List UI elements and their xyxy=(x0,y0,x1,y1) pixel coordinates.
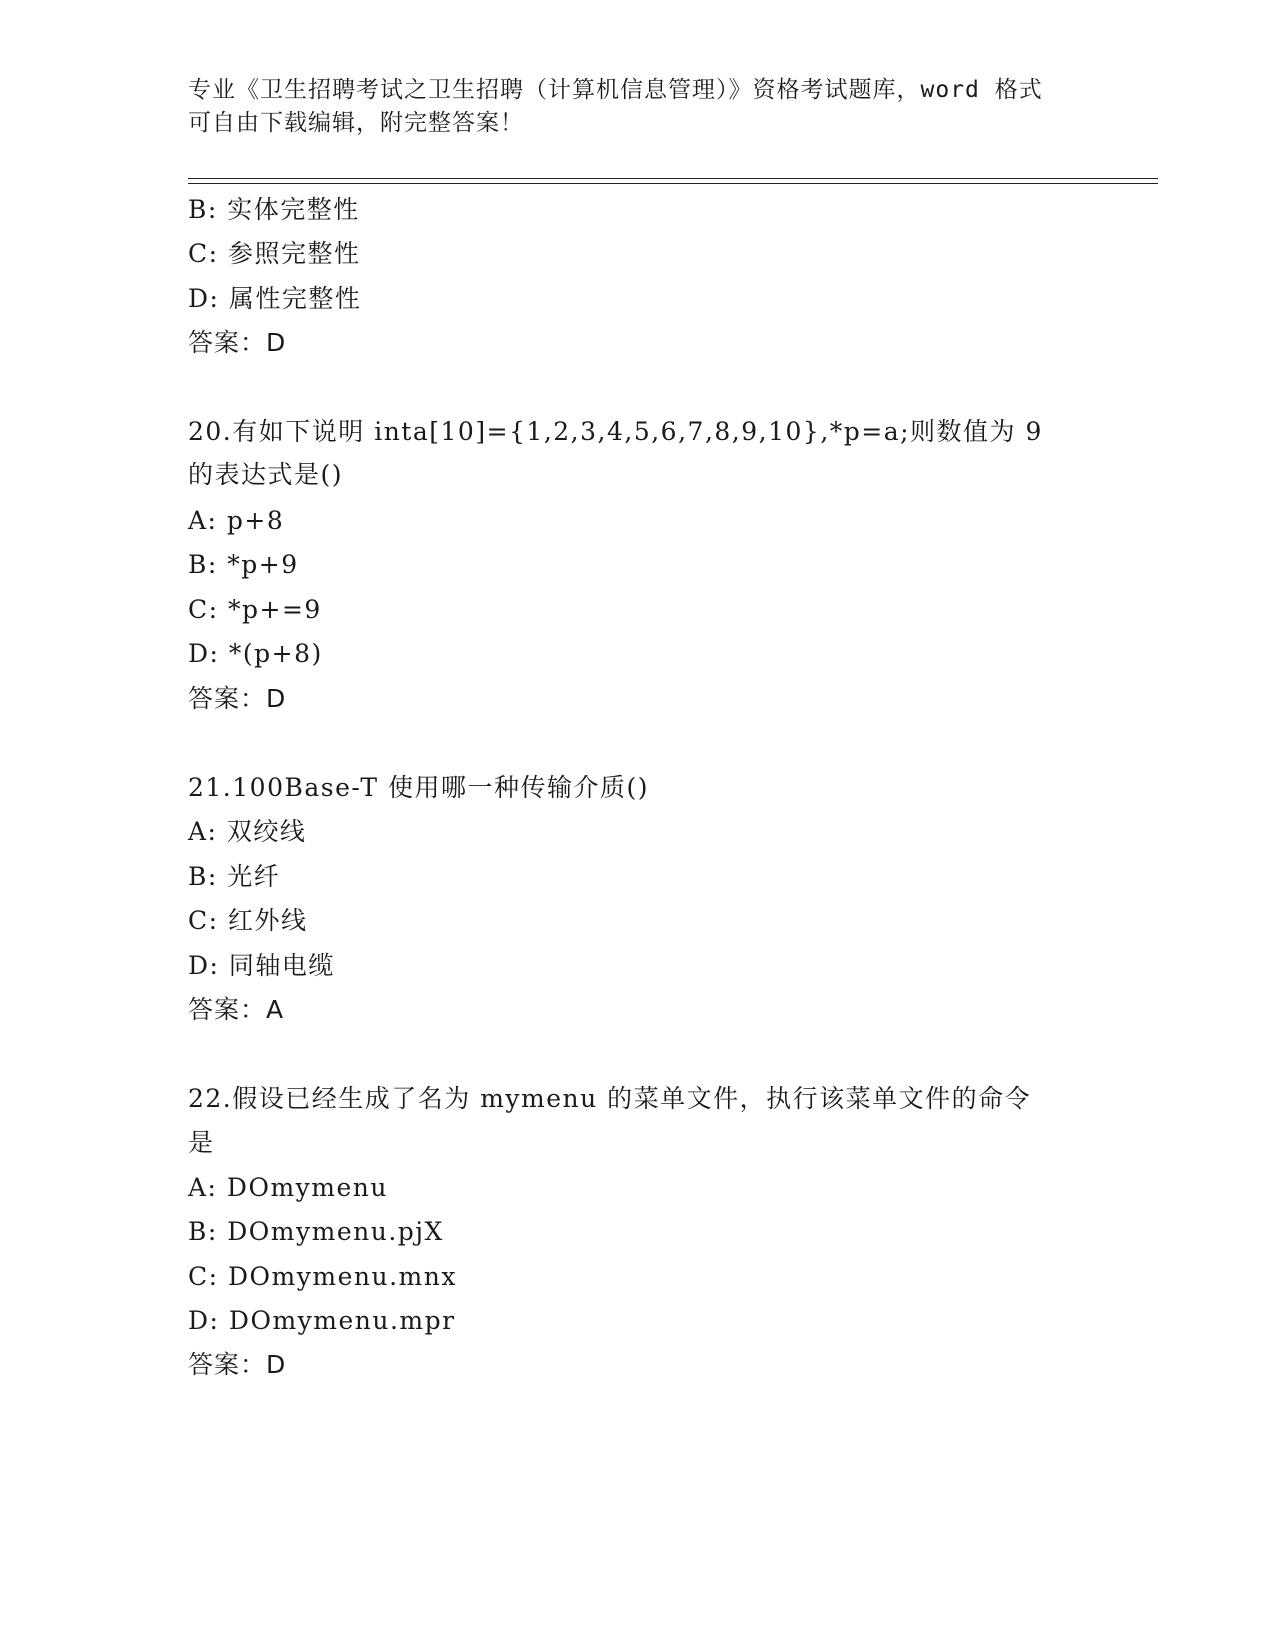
q22-stem-line-2: 是 xyxy=(188,1128,215,1157)
q20-stem-line-2: 的表达式是() xyxy=(188,460,344,489)
header-line-1: 专业《卫生招聘考试之卫生招聘（计算机信息管理）》资格考试题库，word 格式 xyxy=(188,77,1043,103)
q22-option-a: A: DOmymenu xyxy=(188,1173,388,1202)
q22-option-b: B: DOmymenu.pjX xyxy=(188,1217,444,1246)
q21-option-d: D: 同轴电缆 xyxy=(188,951,335,980)
q22-option-d: D: DOmymenu.mpr xyxy=(188,1306,456,1335)
document-header xyxy=(188,74,1068,140)
q20-answer: 答案：D xyxy=(188,684,287,713)
header-divider-bottom xyxy=(188,183,1158,184)
q21-answer: 答案：A xyxy=(188,995,285,1024)
q20-option-b: B: *p+9 xyxy=(188,550,299,579)
q21-option-c: C: 红外线 xyxy=(188,906,308,935)
q21-option-a: A: 双绞线 xyxy=(188,817,307,846)
q19-option-c: C: 参照完整性 xyxy=(188,239,361,268)
header-line-2: 可自由下载编辑，附完整答案！ xyxy=(188,110,524,136)
q19-option-b: B: 实体完整性 xyxy=(188,195,360,224)
q21-stem: 21.100Base-T 使用哪一种传输介质() xyxy=(188,773,650,802)
q19-option-d: D: 属性完整性 xyxy=(188,284,362,313)
q19-answer: 答案：D xyxy=(188,328,287,357)
header-divider-top xyxy=(188,178,1158,179)
q22-answer: 答案：D xyxy=(188,1350,287,1379)
q20-option-a: A: p+8 xyxy=(188,506,285,535)
q20-stem-line-1: 20.有如下说明 inta[10]={1,2,3,4,5,6,7,8,9,10},*p=a;则数值为 9 xyxy=(188,417,1043,446)
q22-stem-line-1: 22.假设已经生成了名为 mymenu 的菜单文件，执行该菜单文件的命令 xyxy=(188,1084,1032,1113)
q20-option-d: D: *(p+8) xyxy=(188,639,323,668)
q22-option-c: C: DOmymenu.mnx xyxy=(188,1262,457,1291)
q20-option-c: C: *p+=9 xyxy=(188,595,322,624)
q21-option-b: B: 光纤 xyxy=(188,862,281,891)
